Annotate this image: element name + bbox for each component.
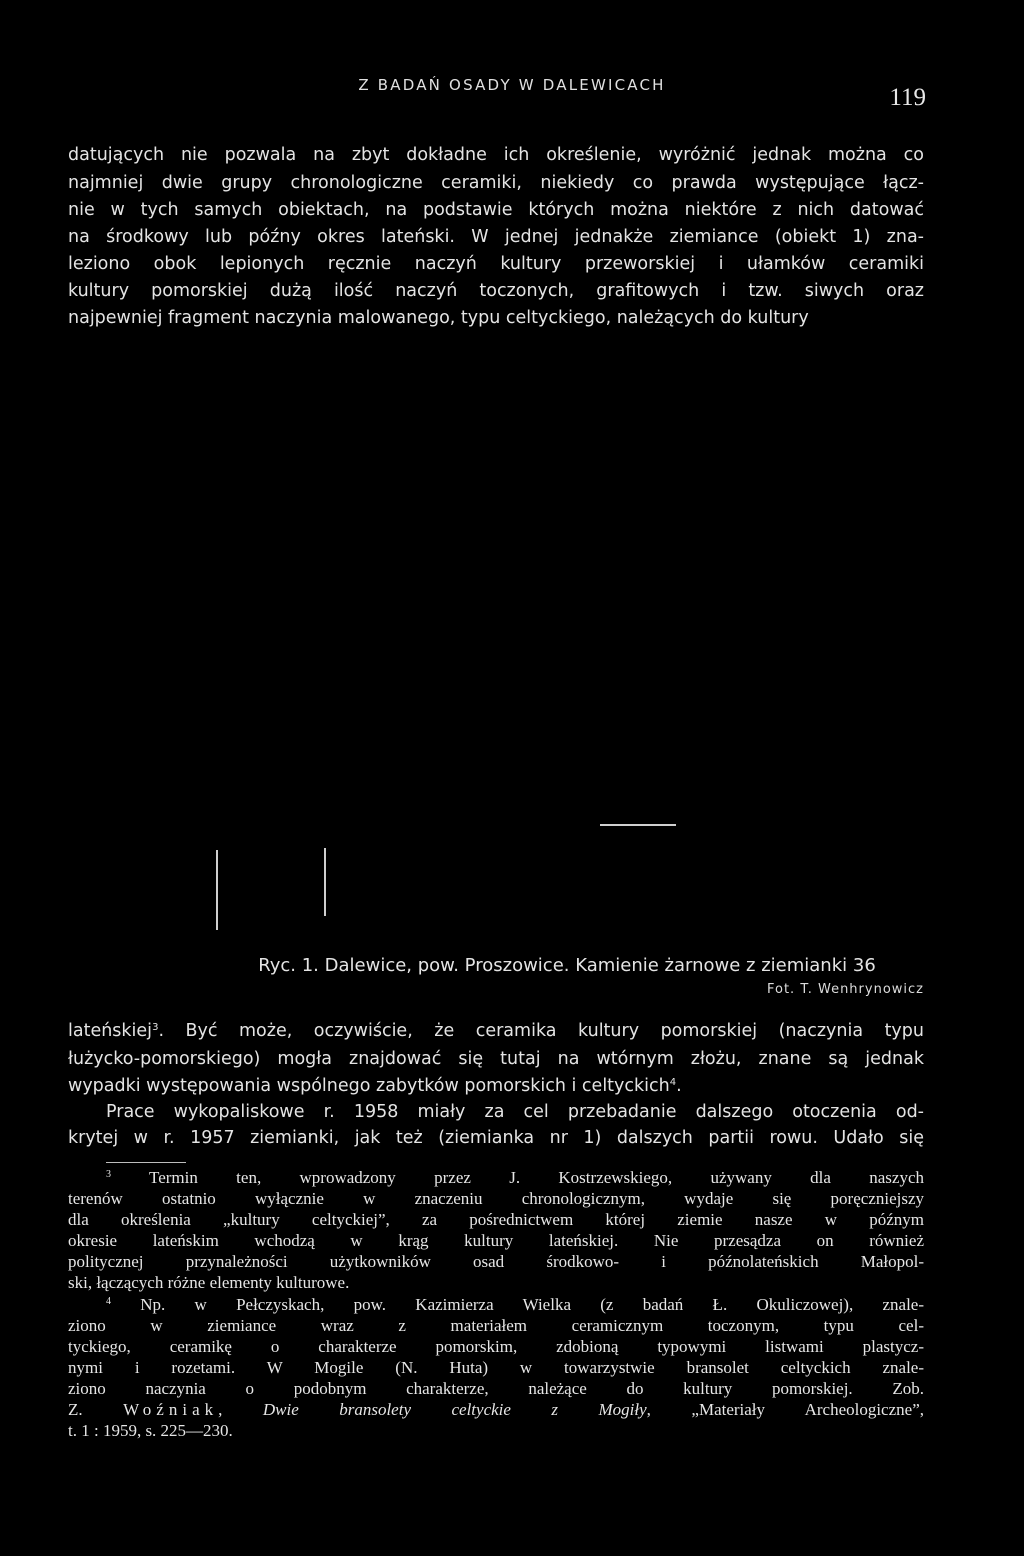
text-line: najmniej dwie grupy chronologiczne ceramiki, niekiedy co prawda występujące łącz-: [68, 173, 924, 193]
footnote-line: politycznej przynależności użytkowników osad środkowo- i późnolateńskich Małopol-: [68, 1252, 924, 1271]
photo-credit: Fot. T. Wenhrynowicz: [766, 982, 924, 997]
footnote-line: Z. Woźniak, Dwie bransolety celtyckie z Mogiły, „Materiały Archeologiczne”,: [68, 1400, 924, 1419]
text-line: leziono obok lepionych ręcznie naczyń kultury przeworskiej i ułamków ceramiki: [68, 254, 924, 274]
footnote-line: nymi i rozetami. W Mogile (N. Huta) w towarzystwie bransolet celtyckich znale-: [68, 1358, 924, 1377]
text-line: lateńskiej$^3$. Być może, oczywiście, że ceramika kultury pomorskiej (naczynia typu: [68, 1021, 924, 1041]
running-title: Z BADAŃ OSADY W DALEWICACH: [358, 76, 666, 94]
footnote-line: ziono naczynia o podobnym charakterze, należące do kultury pomorskiej. Zob.: [68, 1379, 924, 1398]
figure-caption: Ryc. 1. Dalewice, pow. Proszowice. Kamienie żarnowe z ziemianki 36: [258, 955, 876, 976]
page-number: 119: [889, 84, 926, 111]
footnote-line: okresie lateńskim wchodzą w krąg kultury lateńskiej. Nie przesądza on również: [68, 1231, 924, 1250]
footnote-line: dla określenia „kultury celtyckiej”, za pośrednictwem której ziemie nasze w późnym: [68, 1210, 924, 1229]
text-line: najpewniej fragment naczynia malowanego, typu celtyckiego, należących do kultury: [68, 308, 809, 328]
footnote-separator: [106, 1162, 186, 1163]
text-line: nie w tych samych obiektach, na podstawie których można niektóre z nich datować: [68, 200, 924, 220]
footnote-line: ski, łączących różne elementy kulturowe.: [68, 1273, 350, 1292]
text-line: datujących nie pozwala na zbyt dokładne ich określenie, wyróżnić jednak można co: [68, 145, 924, 165]
footnote-line: terenów ostatnio wyłącznie w znaczeniu chronologicznym, wydaje się poręczniejszy: [68, 1189, 924, 1208]
text-line: Prace wykopaliskowe r. 1958 miały za cel przebadanie dalszego otoczenia od-: [106, 1102, 924, 1122]
footnote-line: $^3$ Termin ten, wprowadzony przez J. Kostrzewskiego, używany dla naszych: [106, 1168, 924, 1187]
footnote-ref[interactable]: 3: [152, 1022, 159, 1033]
footnote-line: t. 1 : 1959, s. 225—230.: [68, 1421, 233, 1440]
footnote-mark: 3: [106, 1169, 111, 1180]
publication-title: Dwie bransolety celtyckie z Mogiły: [262, 1400, 647, 1419]
text-line: wypadki występowania wspólnego zabytków pomorskich i celtyckich$^4$.: [68, 1076, 682, 1096]
text-line: na środkowy lub późny okres lateński. W jednej jednakże ziemiance (obiekt 1) zna-: [68, 227, 924, 247]
footnote-mark: 4: [106, 1296, 111, 1307]
footnote-ref[interactable]: 4: [669, 1077, 677, 1088]
figure-photo: [68, 360, 924, 950]
author-name: Woźniak: [123, 1400, 219, 1419]
photo-highlight: [324, 848, 326, 916]
footnote-line: tyckiego, ceramikę o charakterze pomorskim, zdobioną typowymi listwami plastycz-: [68, 1337, 924, 1356]
footnote-line: ziono w ziemiance wraz z materiałem ceramicznym toczonym, typu cel-: [68, 1316, 924, 1335]
footnote-line: $^4$ Np. w Pełczyskach, pow. Kazimierza Wielka (z badań Ł. Okuliczowej), znale-: [106, 1295, 924, 1314]
text-line: krytej w r. 1957 ziemianki, jak też (ziemianka nr 1) dalszych partii rowu. Udało się: [68, 1128, 924, 1148]
photo-highlight: [216, 850, 218, 930]
photo-highlight: [600, 824, 676, 826]
text-line: kultury pomorskiej dużą ilość naczyń toczonych, grafitowych i tzw. siwych oraz: [68, 281, 924, 301]
text-line: łużycko-pomorskiego) mogła znajdować się tutaj na wtórnym złożu, znane są jednak: [68, 1049, 924, 1069]
